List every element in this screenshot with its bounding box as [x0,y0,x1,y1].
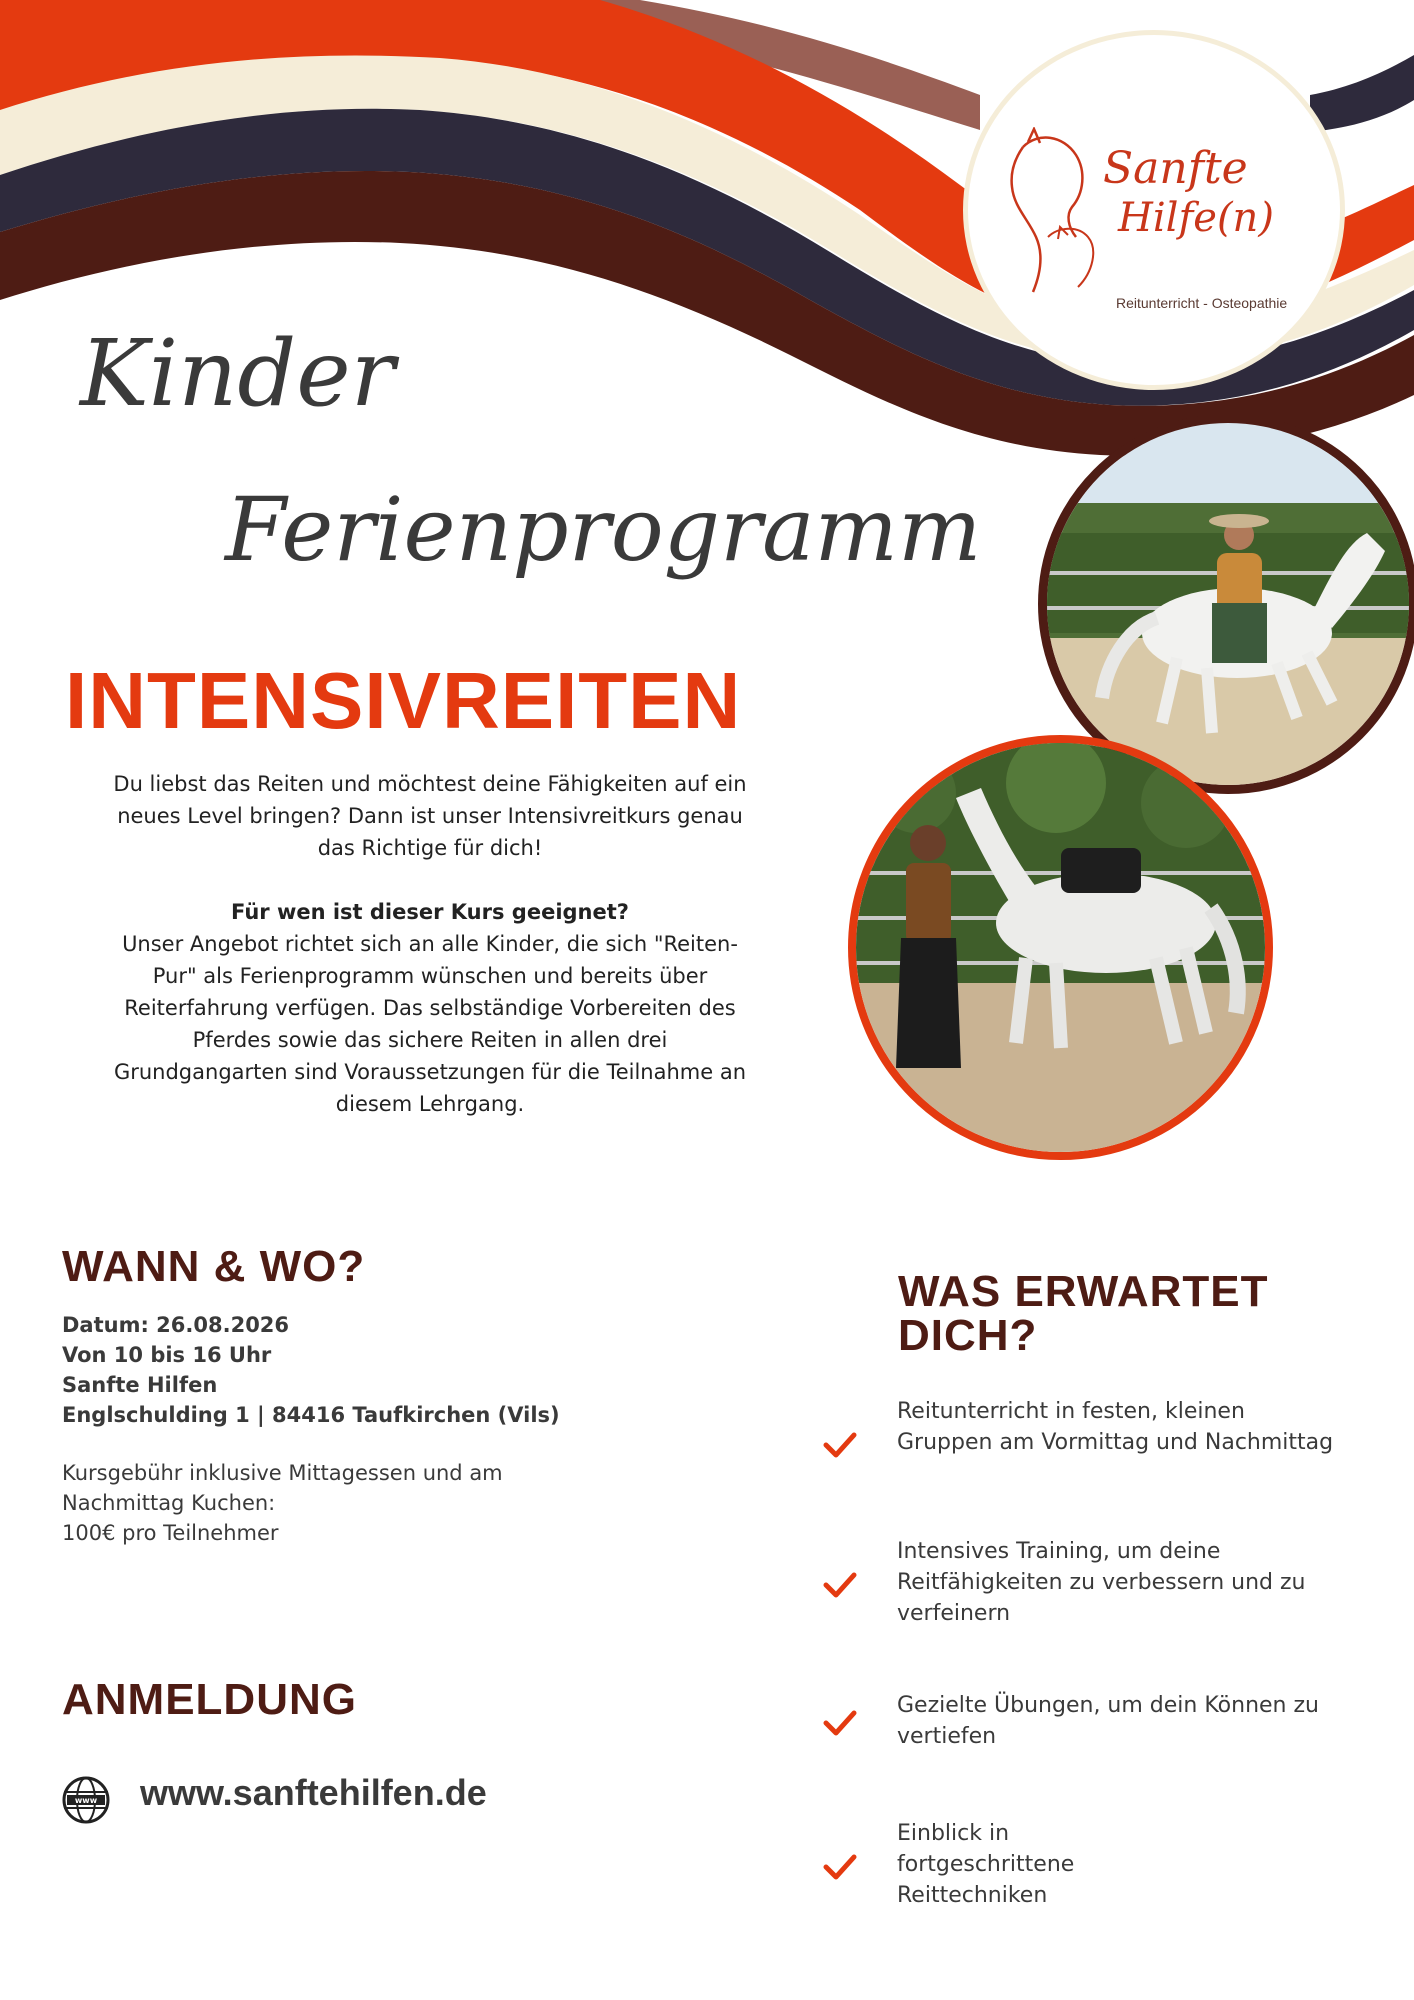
logo-name-line2: Hilfe(n) [1118,195,1274,241]
check-icon [822,1430,858,1460]
event-time: Von 10 bis 16 Uhr [62,1343,272,1367]
page-headline: INTENSIVREITEN [65,656,742,745]
expect-item-text: Intensives Training, um deine Reitfähigkeiten zu verbessern und zu verfeinern [897,1539,1306,1626]
www-globe-icon [62,1776,110,1824]
check-icon [822,1570,858,1600]
expect-item-text: Reitunterricht in festen, kleinen Gruppen am Vormittag und Nachmittag [897,1399,1334,1455]
intro-paragraph: Du liebst das Reiten und möchtest deine Fähigkeiten auf ein neues Level bringen? Dann ist unser Intensivreitkurs genau das Richtige für dich! [113,772,747,860]
logo-badge [963,30,1345,390]
event-place: Sanfte Hilfen [62,1373,218,1397]
anmeldung-heading: ANMELDUNG [62,1675,357,1724]
intro-question: Für wen ist dieser Kurs geeignet? [231,900,629,924]
expect-item-text: Gezielte Übungen, um dein Können zu vertiefen [897,1693,1319,1749]
fee-price: 100€ pro Teilnehmer [62,1521,279,1545]
expect-item-text: Einblick in fortgeschrittene Reittechniken [897,1821,1075,1908]
svg-text:www: www [74,1796,98,1805]
event-details [62,1310,562,1548]
event-address: Englschulding 1 | 84416 Taufkirchen (Vils) [62,1403,560,1427]
intro-text [110,768,750,1120]
fee-description: Kursgebühr inklusive Mittagessen und am Nachmittag Kuchen: [62,1461,503,1515]
script-title-line2: Ferienprogramm [225,478,982,581]
expect-heading: WAS ERWARTET DICH? [898,1267,1269,1360]
wann-wo-heading: WANN & WO? [62,1242,366,1291]
logo-name-line1: Sanfte [1103,143,1248,194]
horse-logo-icon [988,127,1118,297]
intro-answer: Unser Angebot richtet sich an alle Kinder, die sich "Reiten-Pur" als Ferienprogramm wünschen und bereits über Reiterfahrung verfügen. Das selbständige Vorbereiten des Pferdes sowie das sichere Reiten in allen drei Grundgangarten sind Voraussetzungen für die Teilnahme an diesem Lehrgang. [113,932,747,1116]
event-date: Datum: 26.08.2026 [62,1313,290,1337]
check-icon [822,1852,858,1882]
logo-tagline: Reitunterricht - Osteopathie [1116,295,1288,311]
check-icon [822,1708,858,1738]
script-title-line1: Kinder [80,320,395,427]
photo-groundwork-horse [848,735,1273,1160]
website-link[interactable]: www.sanftehilfen.de [140,1772,487,1813]
